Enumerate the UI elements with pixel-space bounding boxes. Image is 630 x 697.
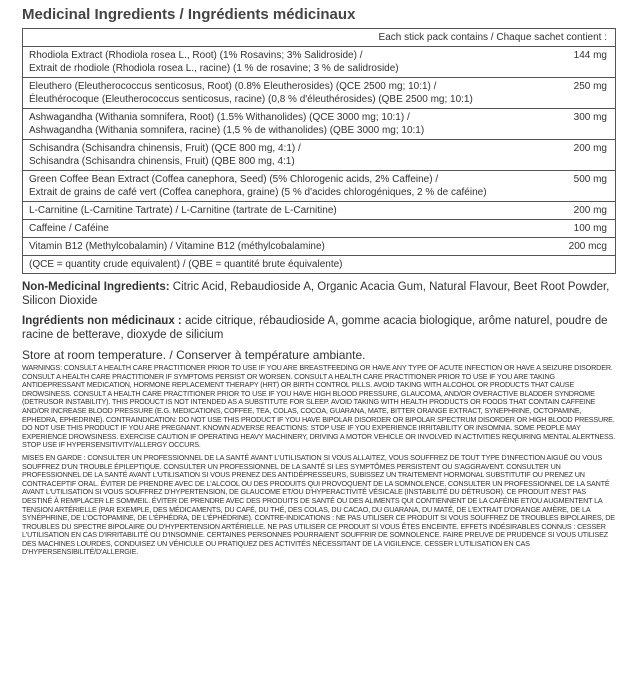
ingredient-amount: 250 mg: [573, 81, 607, 92]
ingredient-name-en: Green Coffee Bean Extract (Coffea canephora, Seed) (5% Chlorogenic acids, 2% Caffeine) /: [29, 174, 439, 185]
ingredients-table: [22, 28, 616, 274]
ingredient-name-fr: Extrait de rhodiole (Rhodiola rosea L., racine) (1 % de rosavine; 3 % de salidroside): [29, 63, 399, 74]
warnings-fr: MISES EN GARDE : CONSULTER UN PROFESSIONNEL DE LA SANTÉ AVANT L'UTILISATION SI VOUS ALLAITEZ, VOUS SOUFFREZ DE TOUT TYPE D'INFECTION AIGUË OU VOUS SOUFFREZ D'UN TROUBLE ÉPILEPTIQUE. CONSULTER UN PROFESSIONNEL DE LA SANTÉ SI LES SYMPTÔMES PERSISTENT OU S'AGGRAVENT. CONSULTER UN PROFESSIONNEL DE LA SANTÉ AVANT L'UTILISATION SI VOUS PRENEZ DES ANTIDÉPRESSEURS, SUBISSEZ UN TRAITEMENT HORMONAL SUBSTITUTIF OU PRENEZ UN CONTRACEPTIF ORAL. ÉVITER DE PRENDRE AVEC DE L'ALCOOL OU DES PRODUITS QUI PROVOQUENT DE LA SOMNOLENCE. CONSULTER UN PROFESSIONNEL DE LA SANTÉ AVANT L'UTILISATION SI VOUS SOUFFREZ D'HYPERTENSION, DE GLAUCOME ET/OU D'HYPERACTIVITÉ VÉSICALE (INSTABILITÉ DU DÉTRUSOR). CE PRODUIT N'EST PAS DESTINÉ À REMPLACER LE SOMMEIL. ÉVITER DE PRENDRE AVEC DES PRODUITS DE SANTÉ OU DES ALIMENTS QUI CONTIENNENT DE LA CAFÉINE ET/OU AUGMENTENT LA TENSION ARTÉRIELLE (PAR EXEMPLE, DES MÉDICAMENTS, DU CAFÉ, DU THÉ, DES COLAS, DU CACAO, DU GUARANA, DU MATÉ, DE L'EXTRAIT D'ORANGE AMÈRE, DE LA SYNÉPHRINE, DE L'OCTOPAMINE, DE L'ÉPHÉDRA, DE L'ÉPHÉDRINE). CONTRE-INDICATIONS : NE PAS UTILISER CE PRODUIT SI VOUS SOUFFREZ DE TROUBLES BIPOLAIRES, DE TROUBLES DU SPECTRE BIPOLAIRE OU D'HYPERTENSION ARTÉRIELLE. NE PAS UTILISER CE PRODUIT SI VOUS ÊTES ENCEINTE. EFFETS INDÉSIRABLES CONNUS : CESSER L'UTILISATION EN CAS D'IRRITABILITÉ OU D'INSOMNIE. CERTAINES PERSONNES POURRAIENT SOUFFRIR DE SOMNOLENCE. FAIRE PREUVE DE PRUDENCE SI VOUS UTILISEZ DES MACHINES LOURDES, CONDUISEZ UN VÉHICULE OU PRATIQUEZ DES ACTIVITÉS NÉCESSITANT DE LA VIGILENCE. CESSER L'UTILISATION EN CAS D'HYPERSENSIBILITÉ/D'ALLERGIE.: [22, 452, 615, 557]
non-medicinal-en-text: Citric Acid, Rebaudioside A, Organic Acacia Gum, Natural Flavour, Beet Root Powder, Silicon Dioxide: [22, 281, 610, 307]
ingredient-row: [23, 202, 615, 220]
ingredient-name: L-Carnitine (L-Carnitine Tartrate) / L-Carnitine (tartrate de L-Carnitine): [29, 205, 337, 216]
ingredient-amount: 144 mg: [573, 50, 607, 61]
non-medicinal-fr: [22, 314, 616, 342]
page-title: Medicinal Ingredients / Ingrédients médicinaux: [22, 6, 356, 23]
non-medicinal-fr-label: Ingrédients non médicinaux :: [22, 315, 182, 327]
warnings-en: WARNINGS: CONSULT A HEALTH CARE PRACTITIONER PRIOR TO USE IF YOU ARE BREASTFEEDING OR HAVE ANY TYPE OF ACUTE INFECTION OR HAVE A SEIZURE DISORDER. CONSULT A HEALTH CARE PRACTITIONER IF SYMPTOMS PERSIST OR WORSEN. CONSULT A HEALTH CARE PRACTITIONER PRIOR TO USE IF YOU ARE TAKING ANTIDEPRESSANT MEDICATION, HORMONE REPLACEMENT THERAPY (HRT) OR BIRTH CONTROL PILLS. AVOID TAKING WITH ALCOHOL OR PRODUCTS THAT CAUSE DROWSINESS. CONSULT A HEALTH CARE PRACTITIONER PRIOR TO USE IF YOU HAVE HIGH BLOOD PRESSURE, GLAUCOMA, AND/OR OVERACTIVE BLADDER SYNDROME (DETRUSOR INSTABILITY). THIS PRODUCT IS NOT INTENDED AS A SUBSTITUTE FOR SLEEP. AVOID TAKING WITH HEALTH PRODUCTS OR FOODS THAT CONTAIN CAFFEINE AND/OR INCREASE BLOOD PRESSURE (E.G. MEDICATIONS, COFFEE, TEA, COLAS, COCOA, GUARANA, MATE, BITTER ORANGE EXTRACT, SYNEPHRINE, OCTOPAMINE, EPHEDRA, EPHEDRINE). CONTRAINDICATION: DO NOT USE THIS PRODUCT IF YOU HAVE BIPOLAR DISORDER OR BIPOLAR SPECTRUM DISORDER OR HIGH BLOOD PRESSURE. DO NOT USE THIS PRODUCT IF YOU ARE PREGNANT. KNOWN ADVERSE REACTIONS: STOP USE IF YOU EXPERIENCE IRRITABILITY OR INSOMNIA. SOME PEOPLE MAY EXPERIENCE DROWSINESS. EXERCISE CAUTION IF OPERATING HEAVY MACHINERY, DRIVING A MOTOR VEHICLE OR INVOLVED IN ACTIVITIES REQUIRING MENTAL ALERTNESS. STOP USE IF HYPERSENSITIVITY/ALLERGY OCCURS.: [22, 363, 616, 450]
ingredient-name-fr: Éleuthérocoque (Eleutherococcus senticosus, racine) (0,8 % d'éleuthérosides) (QBE 2500 mg; 10:1): [29, 94, 473, 105]
ingredient-amount: 500 mg: [573, 174, 607, 185]
ingredient-amount: 300 mg: [573, 112, 607, 123]
ingredient-amount: 200 mcg: [568, 241, 607, 252]
non-medicinal-en-label: Non-Medicinal Ingredients:: [22, 281, 170, 293]
non-medicinal-fr-text: acide citrique, rébaudioside A, gomme acacia biologique, arôme naturel, poudre de racine de betterave, dioxyde de silicium: [22, 315, 608, 341]
ingredient-name-fr: Extrait de grains de café vert (Coffea canephora, graine) (5 % d'acides chlorogéniques, 2 % de caféine): [29, 187, 487, 198]
ingredient-amount: 200 mg: [573, 143, 607, 154]
ingredient-row: [23, 171, 615, 202]
ingredient-row: [23, 220, 615, 238]
table-header: Each stick pack contains / Chaque sachet contient :: [23, 29, 615, 47]
ingredient-row: [23, 140, 615, 171]
ingredient-name-en: Ashwagandha (Withania somnifera, Root) (1.5% Withanolides) (QCE 3000 mg; 10:1) /: [29, 112, 410, 123]
ingredient-amount: 100 mg: [573, 223, 607, 234]
ingredient-amount: 200 mg: [573, 205, 607, 216]
ingredient-name-en: Schisandra (Schisandra chinensis, Fruit) (QCE 800 mg, 4:1) /: [29, 143, 301, 154]
ingredient-row: [23, 238, 615, 256]
ingredient-name: Caffeine / Caféine: [29, 223, 109, 234]
ingredient-row: [23, 109, 615, 140]
ingredient-name: Vitamin B12 (Methylcobalamin) / Vitamine B12 (méthylcobalamine): [29, 241, 325, 252]
ingredient-name-fr: Schisandra (Schisandra chinensis, Fruit) (QBE 800 mg, 4:1): [29, 156, 295, 167]
storage-instructions: Store at room temperature. / Conserver à température ambiante.: [22, 348, 366, 362]
non-medicinal-en: [22, 280, 616, 308]
ingredient-row: [23, 78, 615, 109]
ingredient-name-en: Rhodiola Extract (Rhodiola rosea L., Root) (1% Rosavins; 3% Salidroside) /: [29, 50, 363, 61]
ingredient-name-fr: Ashwagandha (Withania somnifera, racine) (1,5 % de withanolides) (QBE 3000 mg; 10:1): [29, 125, 425, 136]
ingredient-row: [23, 47, 615, 78]
ingredient-name-en: Eleuthero (Eleutherococcus senticosus, Root) (0.8% Eleutherosides) (QCE 2500 mg; 10:1) /: [29, 81, 437, 92]
table-footnote: (QCE = quantity crude equivalent) / (QBE = quantité brute équivalente): [29, 259, 343, 270]
